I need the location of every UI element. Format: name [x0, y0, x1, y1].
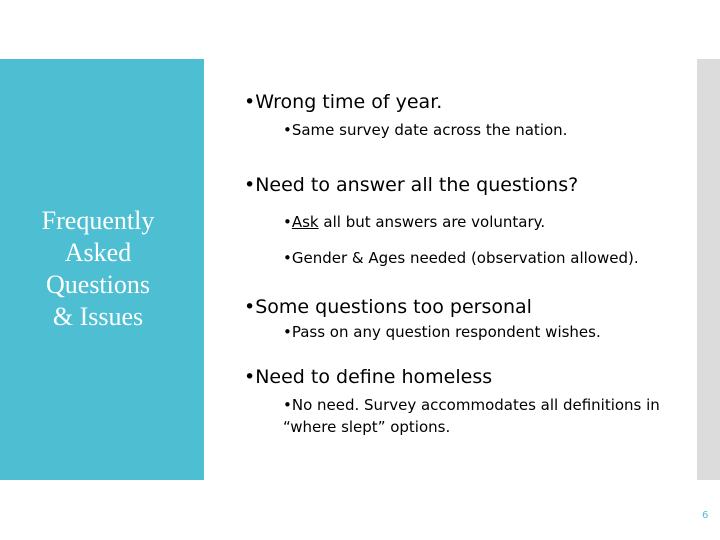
sub-bullet-ask-prefix: • [283, 213, 292, 231]
sub-bullet-ask [283, 213, 545, 231]
sidebar-title-line: Questions [46, 270, 150, 299]
sub-bullet-survey-date: •Same survey date across the nation. [283, 121, 568, 139]
sidebar-title-line: & Issues [52, 302, 144, 331]
sidebar-title-line: Asked [64, 238, 132, 267]
sub-bullet-no-need: •No need. Survey accommodates all definitions in “where slept” options. [283, 396, 660, 436]
bullet-too-personal: •Some questions too personal [244, 296, 532, 318]
sub-bullet-ask-rest: all but answers are voluntary. [318, 213, 546, 231]
bullet-wrong-time: •Wrong time of year. [244, 91, 443, 113]
page-number: 6 [702, 510, 709, 521]
right-scrollbar[interactable] [697, 59, 720, 480]
ask-underlined-word: Ask [291, 213, 319, 231]
sub-bullet-gender-ages: •Gender & Ages needed (observation allowed). [283, 249, 639, 267]
bullet-answer-all: •Need to answer all the questions? [244, 174, 579, 196]
bullet-define-homeless: •Need to define homeless [244, 366, 493, 388]
sidebar-title [22, 205, 174, 333]
sidebar-title-line: Frequently [41, 206, 155, 235]
sub-bullet-pass: •Pass on any question respondent wishes. [283, 323, 601, 341]
